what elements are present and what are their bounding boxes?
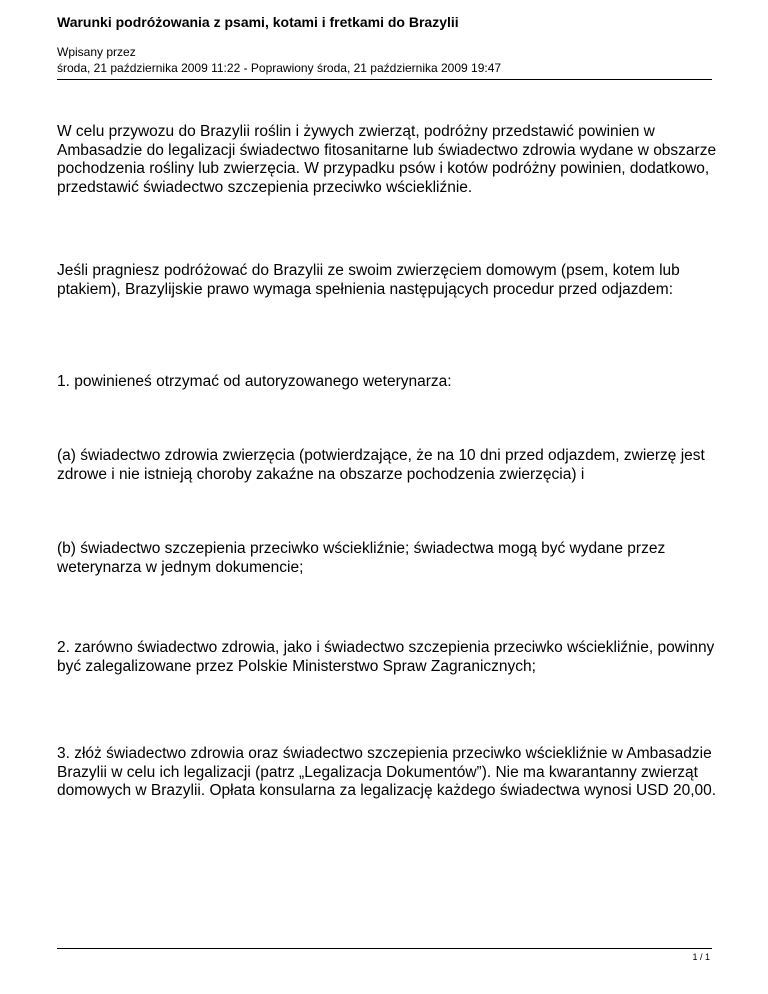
author-line: Wpisany przez — [57, 45, 136, 59]
dates-line: środa, 21 października 2009 11:22 - Poprawiony środa, 21 października 2009 19:47 — [57, 61, 502, 75]
paragraph-step-2: 2. zarówno świadectwo zdrowia, jako i świadectwo szczepienia przeciwko wściekliźnie, powinny być zalegalizowane przez Polskie Ministerstwo Spraw Zagranicznych; — [57, 639, 715, 675]
article-meta — [57, 44, 501, 76]
footer-divider — [57, 948, 712, 949]
paragraph-step-3: 3. złóż świadectwo zdrowia oraz świadectwo szczepienia przeciwko wściekliźnie w Ambasadzie Brazylii w celu ich legalizacji (patrz „Legalizacja Dokumentów”). Nie ma kwarantanny zwierząt domowych w Brazylii. Opłata konsularna za legalizację każdego świadectwa wynosi USD 20,00. — [57, 745, 717, 799]
page-number: 1 / 1 — [692, 952, 710, 962]
paragraph-step-1: 1. powinieneś otrzymać od autoryzowanego weterynarza: — [57, 373, 452, 390]
paragraph-step-1a: (a) świadectwo zdrowia zwierzęcia (potwierdzające, że na 10 dni przed odjazdem, zwierzę jest zdrowe i nie istnieją choroby zakaźne na obszarze pochodzenia zwierzęcia) i — [57, 447, 705, 483]
paragraph-intro: W celu przywozu do Brazylii roślin i żywych zwierząt, podróżny przedstawić powinien w Ambasadzie do legalizacji świadectwo fitosanitarne lub świadectwo zdrowia wydane w obszarze pochodzenia rośliny lub zwierzęcia. W przypadku psów i kotów podróżny powinien, dodatkowo, przedstawić świadectwo szczepienia przeciwko wściekliźnie. — [57, 123, 717, 196]
page-title: Warunki podróżowania z psami, kotami i fretkami do Brazylii — [57, 14, 459, 30]
header-divider — [57, 79, 712, 80]
paragraph-step-1b: (b) świadectwo szczepienia przeciwko wściekliźnie; świadectwa mogą być wydane przez weterynarza w jednym dokumencie; — [57, 540, 666, 576]
paragraph-procedures: Jeśli pragniesz podróżować do Brazylii ze swoim zwierzęciem domowym (psem, kotem lub ptakiem), Brazylijskie prawo wymaga spełnienia następujących procedur przed odjazdem: — [57, 262, 680, 298]
